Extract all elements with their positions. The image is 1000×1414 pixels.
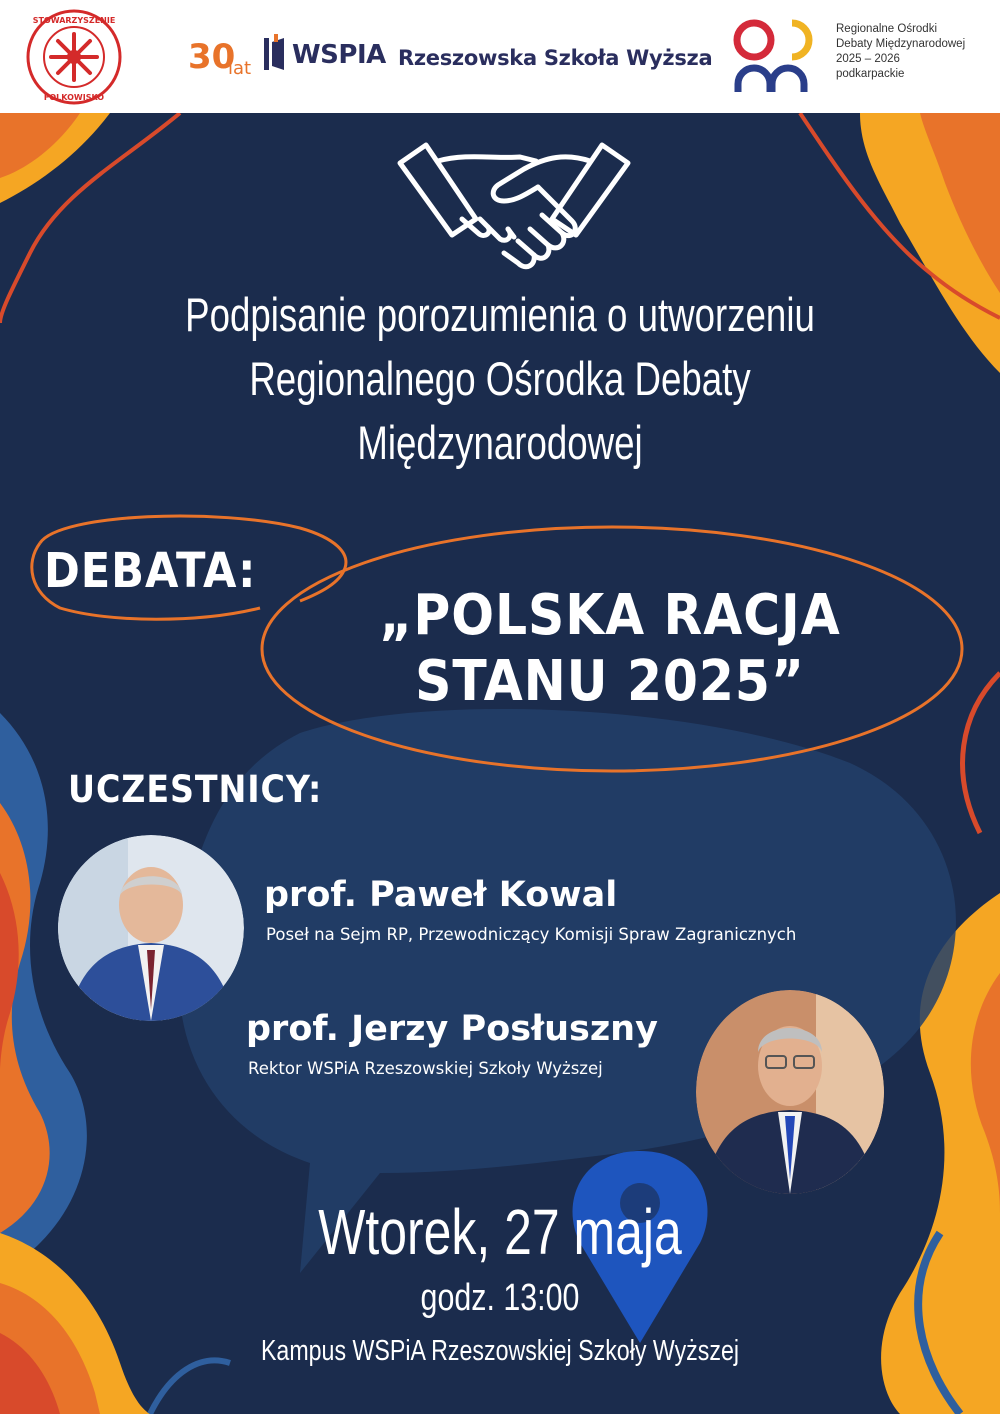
anniversary-30-logo <box>188 34 268 78</box>
participant-2-photo <box>696 990 884 1194</box>
participant-1-name: prof. Paweł Kowal <box>264 875 618 915</box>
title-line-2: Regionalnego Ośrodka Debaty <box>249 352 751 405</box>
rodm-logo <box>730 14 830 98</box>
rodm-caption: Regionalne Ośrodki Debaty Międzynarodowej 2025 – 2026 podkarpackie <box>836 23 966 80</box>
title-line-3: Międzynarodowej <box>357 416 643 469</box>
event-time: godz. 13:00 <box>420 1277 580 1319</box>
svg-text:30: 30 <box>188 37 236 77</box>
participant-2-name: prof. Jerzy Posłuszny <box>246 1009 658 1049</box>
participant-1-photo <box>58 835 244 1021</box>
debate-topic-line-1: „POLSKA RACJA <box>379 583 841 648</box>
debate-topic-line-2: STANU 2025” <box>415 649 805 714</box>
svg-text:STOWARZYSZENIE: STOWARZYSZENIE <box>32 16 116 25</box>
participant-2-role: Rektor WSPiA Rzeszowskiej Szkoły Wyższej <box>248 1059 603 1078</box>
school-name: Rzeszowska Szkoła Wyższa <box>398 46 713 70</box>
svg-text:FOLKOWISKO: FOLKOWISKO <box>43 93 105 102</box>
event-date: Wtorek, 27 maja <box>318 1196 682 1268</box>
wspia-logo-text: WSPIA <box>292 40 386 70</box>
debate-label: DEBATA: <box>44 543 257 599</box>
debate-topic <box>322 583 898 715</box>
participants-label: UCZESTNICY: <box>68 768 323 811</box>
folkowisko-seal-logo <box>22 8 126 106</box>
wspia-emblem-icon <box>262 34 286 74</box>
title-line-1: Podpisanie porozumienia o utworzeniu <box>185 288 815 341</box>
header-bar <box>0 0 1000 113</box>
handshake-icon <box>396 123 632 293</box>
event-place: Kampus WSPiA Rzeszowskiej Szkoły Wyższej <box>260 1335 740 1367</box>
poster-body <box>0 113 1000 1414</box>
event-title <box>141 283 859 475</box>
svg-text:lat: lat <box>228 58 252 78</box>
participant-1-role: Poseł na Sejm RP, Przewodniczący Komisji Spraw Zagranicznych <box>266 925 797 944</box>
